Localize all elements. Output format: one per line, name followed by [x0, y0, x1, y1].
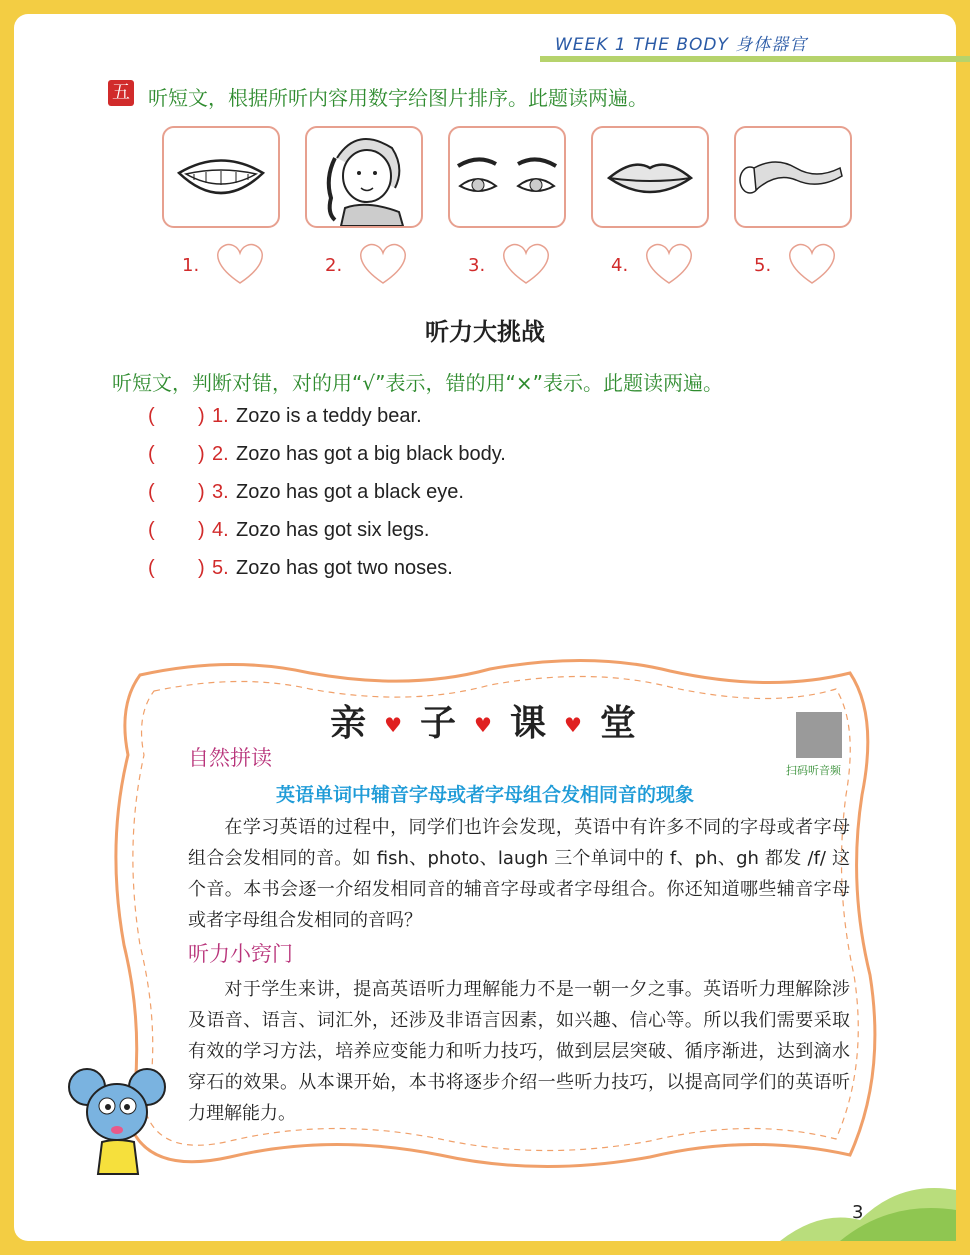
answer-slot[interactable]: [448, 241, 568, 291]
girl-icon: [307, 128, 421, 226]
title-char: 课: [509, 703, 550, 744]
title-char: 堂: [599, 703, 640, 744]
heart-icon: ♥: [563, 713, 586, 737]
answer-paren-right: ): [198, 443, 205, 465]
answer-paren-right: ): [198, 481, 205, 503]
question-number: 4.: [212, 519, 229, 541]
section-instruction: 听短文，根据所听内容用数字给图片排序。此题读两遍。: [148, 86, 648, 110]
heart-outline-icon: [355, 241, 411, 285]
slot-number: 4.: [611, 255, 629, 276]
heart-icon: ♥: [384, 713, 407, 737]
mouth-smile-icon: [164, 128, 278, 226]
heart-outline-icon: [784, 241, 840, 285]
title-char: 子: [420, 703, 461, 744]
answer-paren-left[interactable]: (: [148, 519, 155, 541]
phonics-heading: 自然拼读: [188, 746, 272, 770]
long-hair-icon: [736, 128, 850, 226]
heart-outline-icon: [498, 241, 554, 285]
question-text: Zozo has got a black eye.: [236, 481, 464, 503]
question-number: 2.: [212, 443, 229, 465]
eyes-icon: [450, 128, 564, 226]
challenge-title: 听力大挑战: [425, 318, 545, 346]
challenge-instruction: 听短文，判断对错，对的用“√”表示，错的用“×”表示。此题读两遍。: [112, 371, 723, 395]
picture-lips: [591, 126, 709, 228]
question-text: Zozo has got six legs.: [236, 519, 430, 541]
answer-paren-left[interactable]: (: [148, 557, 155, 579]
running-header: WEEK 1 THE BODY 身体器官: [555, 35, 808, 55]
answer-slot[interactable]: [162, 241, 282, 291]
answer-paren-left[interactable]: (: [148, 481, 155, 503]
answer-paren-right: ): [198, 519, 205, 541]
heart-icon: ♥: [474, 713, 496, 737]
slot-number: 1.: [182, 255, 200, 276]
title-char: 亲: [330, 703, 371, 744]
slot-number: 3.: [468, 255, 486, 276]
picture-girl: [305, 126, 423, 228]
answer-slot[interactable]: [734, 241, 854, 291]
answer-slot[interactable]: [305, 241, 425, 291]
picture-hair: [734, 126, 852, 228]
slot-number: 2.: [325, 255, 343, 276]
question-text: Zozo has got a big black body.: [236, 443, 506, 465]
slot-number: 5.: [754, 255, 772, 276]
picture-eyes: [448, 126, 566, 228]
question-number: 5.: [212, 557, 229, 579]
answer-paren-left[interactable]: (: [148, 443, 155, 465]
question-text: Zozo has got two noses.: [236, 557, 453, 579]
answer-slot[interactable]: [591, 241, 711, 291]
tips-paragraph: [188, 974, 850, 1129]
section-badge: 五: [108, 80, 134, 106]
question-text: Zozo is a teddy bear.: [236, 405, 422, 427]
qr-label: 扫码听音频: [786, 764, 841, 777]
picture-row: [162, 126, 852, 296]
hill-decoration-icon: [780, 1170, 956, 1241]
header-rule: [540, 56, 970, 62]
answer-paren-right: ): [198, 405, 205, 427]
tips-text: 对于学生来讲，提高英语听力理解能力不是一朝一夕之事。英语听力理解除涉及语音、语言、词汇外，还涉及非语言因素，如兴趣、信心等。所以我们需要采取有效的学习方法，培养应变能力和听力技巧，做到层层突破、循序渐进，达到滴水穿石的效果。从本课开始，本书将逐步介绍一些听力技巧，以提高同学们的英语听力理解能力。: [188, 979, 850, 1124]
answer-paren-right: ): [198, 557, 205, 579]
page-number: 3: [852, 1202, 864, 1223]
phonics-title: 英语单词中辅音字母或者字母组合发相同音的现象: [275, 784, 694, 806]
heart-outline-icon: [212, 241, 268, 285]
heart-outline-icon: [641, 241, 697, 285]
tips-heading: 听力小窍门: [188, 942, 293, 966]
phonics-text: 在学习英语的过程中，同学们也许会发现，英语中有许多不同的字母或者字母组合会发相同的音。如 fish、photo、laugh 三个单词中的 f、ph、gh 都发 /f/ 这个音。本书会逐一介绍发相同音的辅音字母或者字母组合。你还知道哪些辅音字母或者字母组合发相同的音吗？: [188, 817, 850, 931]
lips-icon: [593, 128, 707, 226]
question-number: 1.: [212, 405, 229, 427]
phonics-paragraph: [188, 812, 850, 936]
answer-paren-left[interactable]: (: [148, 405, 155, 427]
picture-mouth: [162, 126, 280, 228]
qr-code-icon[interactable]: [796, 712, 842, 758]
mouse-mascot-icon: [62, 1062, 172, 1182]
question-number: 3.: [212, 481, 229, 503]
